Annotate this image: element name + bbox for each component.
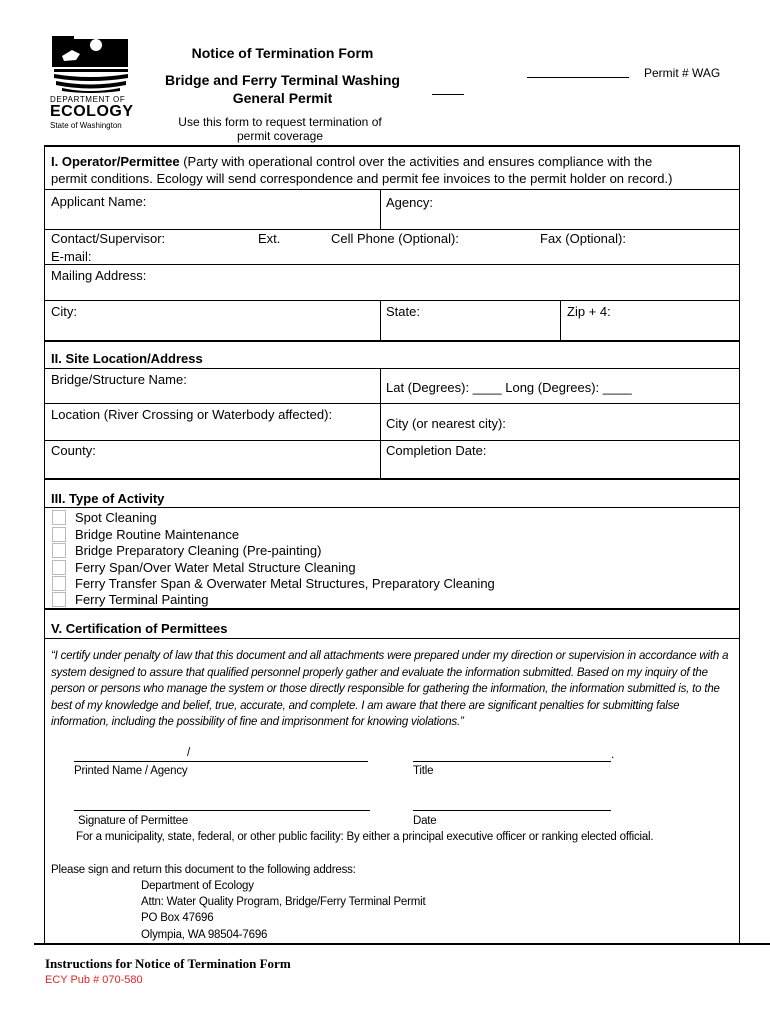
- state-label[interactable]: State:: [386, 304, 420, 319]
- permit-number-label: Permit # WAG: [644, 66, 721, 80]
- use-form-line2: permit coverage: [236, 129, 324, 143]
- period-mark: .: [611, 749, 614, 761]
- activity-label: Ferry Transfer Span & Overwater Metal Structures, Preparatory Cleaning: [75, 576, 495, 591]
- section2-title: II. Site Location/Address: [51, 351, 203, 366]
- form-title: Notice of Termination Form: [191, 45, 374, 61]
- ecology-logo: [50, 36, 132, 130]
- ext-label[interactable]: Ext.: [258, 231, 281, 246]
- address-line: Attn: Water Quality Program, Bridge/Ferry Terminal Permit: [141, 896, 426, 908]
- date-line[interactable]: [413, 810, 611, 811]
- certification-statement: “I certify under penalty of law that this document and all attachments were prepared under my direction or supervision in accordance with a system designed to assure that qualified personnel properly gather and evaluate the information submitted. Based on my inquiry of the person or persons who manage the system or those directly responsible for gathering the information, the information submitted is, to the best of my knowledge and belief, true, accurate, and complete. I am aware that there are significant penalties for submitting false information, including the possibility of fine and imprisonment for knowing violations.”: [51, 650, 729, 728]
- county-label[interactable]: County:: [51, 443, 96, 458]
- agency-label[interactable]: Agency:: [386, 195, 433, 210]
- activity-label: Ferry Span/Over Water Metal Structure Cleaning: [75, 560, 356, 575]
- section1-desc-line2: permit conditions. Ecology will send correspondence and permit fee invoices to the permit holder on record.): [51, 171, 673, 186]
- divider: [44, 478, 740, 480]
- mailing-address-label[interactable]: Mailing Address:: [51, 268, 147, 283]
- activity-checkbox[interactable]: [52, 527, 66, 542]
- divider: [44, 403, 740, 404]
- activity-checkbox[interactable]: [52, 592, 66, 607]
- divider: [44, 189, 740, 190]
- activity-label: Spot Cleaning: [75, 510, 157, 525]
- date-label: Date: [413, 815, 437, 827]
- printed-name-line[interactable]: [74, 761, 368, 762]
- contact-supervisor-label[interactable]: Contact/Supervisor:: [51, 231, 166, 246]
- completion-date-label[interactable]: Completion Date:: [386, 443, 487, 458]
- city-label[interactable]: City:: [51, 304, 77, 319]
- city-nearest-label[interactable]: City (or nearest city):: [386, 416, 506, 431]
- municipality-note: For a municipality, state, federal, or other public facility: By either a principal executive officer or ranking elected official.: [76, 831, 654, 843]
- pub-number: ECY Pub # 070-580: [45, 974, 143, 986]
- bridge-name-label[interactable]: Bridge/Structure Name:: [51, 372, 187, 387]
- divider: [34, 943, 770, 945]
- divider: [44, 608, 740, 610]
- title-line[interactable]: [413, 761, 611, 762]
- divider: [44, 507, 740, 508]
- divider: [44, 229, 740, 230]
- signature-label: Signature of Permittee: [78, 815, 189, 827]
- logo-brand-text: ECOLOGY: [50, 103, 134, 120]
- divider: [44, 300, 740, 301]
- divider: [380, 368, 381, 478]
- fax-label[interactable]: Fax (Optional):: [540, 231, 626, 246]
- section3-title: III. Type of Activity: [51, 491, 165, 506]
- divider: [44, 368, 740, 369]
- blank-line: [432, 94, 464, 95]
- activity-label: Bridge Preparatory Cleaning (Pre-painting): [75, 543, 322, 558]
- divider: [44, 440, 740, 441]
- activity-checkbox[interactable]: [52, 543, 66, 558]
- divider: [44, 638, 740, 639]
- address-line: Department of Ecology: [141, 880, 254, 892]
- use-form-note: [165, 115, 395, 143]
- permit-name-line1: Bridge and Ferry Terminal Washing: [165, 72, 400, 88]
- activity-label: Bridge Routine Maintenance: [75, 527, 240, 542]
- return-intro: Please sign and return this document to the following address:: [51, 864, 356, 876]
- permit-number-field[interactable]: [527, 77, 629, 78]
- signature-line[interactable]: [74, 810, 370, 811]
- divider: [44, 264, 740, 265]
- slash-mark: /: [187, 747, 190, 759]
- use-form-line1: Use this form to request termination of: [178, 115, 382, 129]
- activity-checkbox[interactable]: [52, 510, 66, 525]
- divider: [380, 300, 381, 340]
- lat-long-label[interactable]: Lat (Degrees): ____ Long (Degrees): ____: [386, 380, 632, 395]
- divider: [44, 145, 740, 147]
- permit-name-line2: General Permit: [232, 90, 333, 106]
- washington-state-map-icon: [50, 36, 132, 94]
- email-label[interactable]: E-mail:: [51, 249, 92, 264]
- address-line: PO Box 47696: [141, 912, 214, 924]
- divider: [44, 340, 740, 342]
- section5-title: V. Certification of Permittees: [51, 621, 228, 636]
- cell-phone-label[interactable]: Cell Phone (Optional):: [331, 231, 459, 246]
- divider: [560, 300, 561, 340]
- instructions-title: Instructions for Notice of Termination Form: [45, 956, 291, 971]
- logo-state-text: State of Washington: [50, 121, 122, 130]
- zip-label[interactable]: Zip + 4:: [567, 304, 611, 319]
- activity-checkbox[interactable]: [52, 560, 66, 575]
- applicant-name-label[interactable]: Applicant Name:: [51, 194, 147, 209]
- divider: [380, 189, 381, 229]
- section1-desc-line1: (Party with operational control over the activities and ensures compliance with the: [179, 154, 653, 169]
- location-label[interactable]: Location (River Crossing or Waterbody affected):: [51, 407, 333, 422]
- activity-label: Ferry Terminal Painting: [75, 592, 209, 607]
- address-line: Olympia, WA 98504-7696: [141, 929, 268, 941]
- printed-name-label: Printed Name / Agency: [74, 765, 188, 777]
- section1-desc: [51, 154, 652, 169]
- section1-title: I. Operator/Permittee: [51, 154, 180, 169]
- permit-name: [150, 71, 415, 107]
- activity-checkbox[interactable]: [52, 576, 66, 591]
- logo-dept-text: DEPARTMENT OF: [50, 95, 126, 104]
- title-label: Title: [413, 765, 434, 777]
